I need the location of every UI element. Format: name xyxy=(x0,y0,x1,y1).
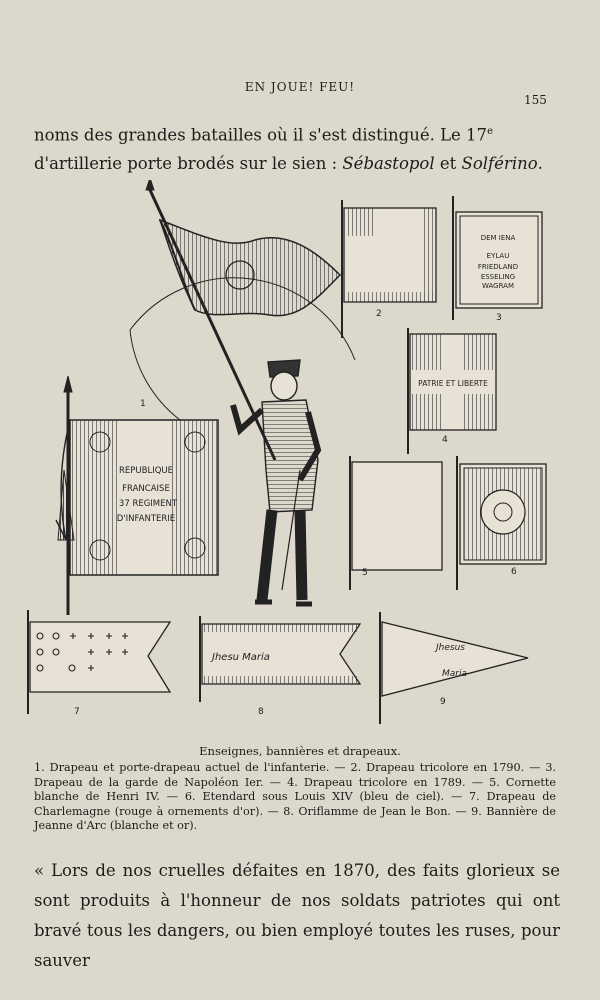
flag3-line-5: WAGRAM xyxy=(481,282,515,290)
label-2: 2 xyxy=(376,309,382,319)
figure-caption: 1. Drapeau et porte-drapeau actuel de l'infanterie. — 2. Drapeau tricolore en 1790. — 3. Drapeau de la garde de Napoléon Ier. — 4. Drapeau tricolore en 1789. — 5. Cornette blanche de Henri IV. — 6. Etendard sous Louis XIV (bleu de ciel). — 7. Drapeau de Charlemagne (rouge à ornements d'or). — 8. Oriflamme de Jean le Bon. — 9. Bannière de Jeanne d'Arc (blanche et or). xyxy=(34,761,556,832)
label-9: 9 xyxy=(440,697,446,707)
figure-caption-title: Enseignes, bannières et drapeaux. xyxy=(199,744,401,758)
intro-conj: et xyxy=(434,153,462,173)
flag4-motto: PATRIE ET LIBERTE xyxy=(418,379,488,388)
flag8-inscription: Jhesu Maria xyxy=(212,652,270,663)
label-7: 7 xyxy=(74,707,80,717)
flag9-line-1: Jhesus xyxy=(436,643,465,653)
flag5-cloth xyxy=(352,462,442,570)
intro-text-2: d'artillerie porte brodés sur le sien : xyxy=(34,153,343,173)
flag6-sun xyxy=(481,490,525,534)
label-1: 1 xyxy=(140,399,146,409)
label-3: 3 xyxy=(496,313,502,323)
label-8: 8 xyxy=(258,707,264,717)
battle-solferino: Solférino xyxy=(461,153,538,173)
soldier-flag xyxy=(160,220,340,316)
battle-sebastopol: Sébastopol xyxy=(342,153,435,173)
page-number: 155 xyxy=(524,93,547,107)
label-4: 4 xyxy=(442,435,448,445)
flag3-cloth xyxy=(456,212,542,308)
label-5: 5 xyxy=(362,568,368,578)
flag3-line-1: DEM IENA xyxy=(480,234,516,242)
intro-end: . xyxy=(537,153,543,173)
flag1-line-4: D'INFANTERIE xyxy=(116,514,176,524)
flag7-cloth xyxy=(30,622,170,692)
flags-illustration xyxy=(0,180,600,740)
flag1-line-1: REPUBLIQUE xyxy=(119,466,173,476)
flag9-cloth xyxy=(382,622,528,696)
label-6: 6 xyxy=(511,567,517,577)
flag3-line-2: EYLAU xyxy=(486,252,510,260)
flag1-line-2: FRANCAISE xyxy=(122,484,170,494)
body-paragraph: « Lors de nos cruelles défaites en 1870, des faits glorieux se sont produits à l'honneur de nos soldats patriotes qui ont bravé tous les dangers, ou bien employé toutes les ruses, pour sauver xyxy=(34,861,560,970)
intro-text-1: noms des grandes batailles où il s'est distingué. Le 17 xyxy=(34,125,488,145)
flag1-line-3: 37 REGIMENT xyxy=(118,499,178,509)
flag3-line-4: ESSELING xyxy=(480,273,516,281)
running-title: EN JOUE! FEU! xyxy=(244,80,356,94)
flag9-line-2: Maria xyxy=(442,669,467,679)
flag3-line-3: FRIEDLAND xyxy=(477,263,519,271)
intro-paragraph xyxy=(34,118,564,178)
intro-superscript: e xyxy=(487,126,493,137)
